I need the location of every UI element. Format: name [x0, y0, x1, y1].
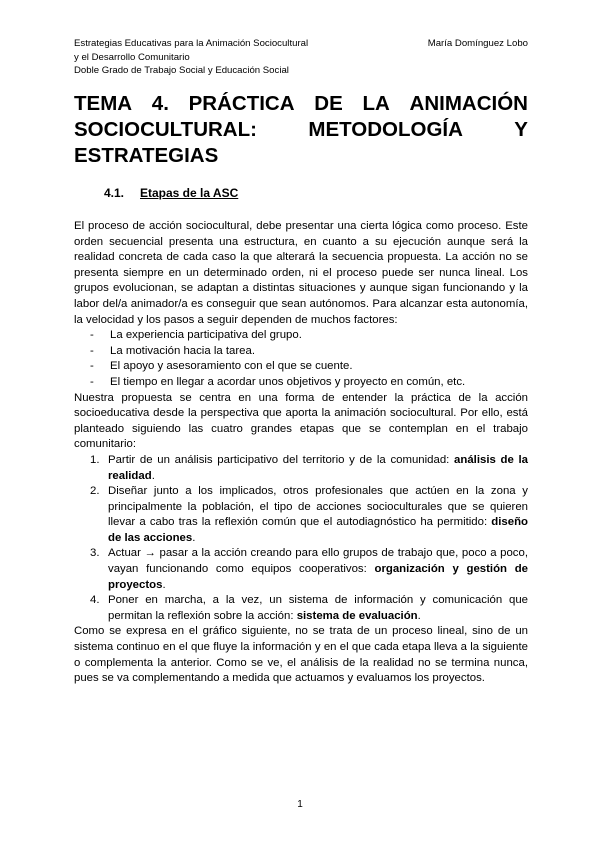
item-keyword: sistema de evaluación	[296, 609, 418, 622]
closing-paragraph: Como se expresa en el gráfico siguiente, no se trata de un proceso lineal, sino de un sistema continuo en el que fluye la información y en el que cada etapa lleva a la siguiente o complementa la anterior. Como se ve, el análisis de la realidad no se termina nunca, pues se va complementando a medida que actuamos y evaluamos los proyectos.	[74, 625, 528, 685]
item-keyword: organización y gestión de proyectos	[108, 563, 528, 591]
header-course-line-1: Estrategias Educativas para la Animación Sociocultural	[74, 38, 309, 49]
section-heading	[104, 186, 238, 200]
title-line-2	[74, 117, 528, 143]
header-author: María Domínguez Lobo	[427, 38, 528, 49]
stages-list	[74, 453, 528, 625]
title-word: METODOLOGÍA	[308, 118, 463, 141]
header-degree: Doble Grado de Trabajo Social y Educación Social	[74, 65, 289, 76]
title-word: LA	[362, 92, 390, 115]
title-line-3: ESTRATEGIAS	[74, 144, 219, 167]
page-header	[74, 37, 528, 78]
section-number: 4.1.	[104, 186, 125, 200]
item-end: .	[162, 578, 166, 591]
item-keyword: diseño de las acciones	[108, 516, 528, 544]
list-item: - La motivación hacia la tarea.	[74, 344, 528, 360]
item-text: Partir de un análisis participativo del territorio y de la comunidad:	[108, 453, 455, 466]
section-name: Etapas de la ASC	[140, 186, 239, 200]
title-word: Y	[514, 118, 528, 141]
factors-list	[74, 328, 528, 390]
title-word: DE	[314, 92, 343, 115]
list-item: - El apoyo y asesoramiento con el que se cuente.	[74, 359, 528, 375]
item-number: 3.	[90, 547, 100, 560]
item-number: 2.	[90, 485, 100, 498]
list-item	[74, 546, 528, 593]
page-title	[74, 91, 528, 169]
list-item: - La experiencia participativa del grupo.	[74, 328, 528, 344]
item-end: .	[151, 469, 155, 482]
list-item	[74, 484, 528, 546]
page-number: 1	[297, 799, 303, 810]
title-line-1	[74, 91, 528, 117]
item-text: Poner en marcha, a la vez, un sistema de información y comunicación que permitan la reflexión sobre la acción:	[108, 594, 528, 622]
title-word: SOCIOCULTURAL:	[74, 118, 257, 141]
list-item	[74, 593, 528, 624]
list-item: - El tiempo en llegar a acordar unos objetivos y proyecto en común, etc.	[74, 375, 528, 391]
item-text: Actuar → pasar a la acción creando para ello grupos de trabajo que, poco a poco, vayan funcionando como equipos cooperativos:	[108, 547, 528, 576]
item-number: 1.	[90, 453, 100, 466]
title-word: PRÁCTICA	[188, 92, 295, 115]
item-number: 4.	[90, 594, 100, 607]
title-word: ANIMACIÓN	[409, 92, 528, 115]
body-text	[74, 219, 528, 687]
proposal-paragraph: Nuestra propuesta se centra en una forma de entender la práctica de la acción socioeducativa desde la perspectiva que aporta la animación sociocultural. Por ello, está planteado siguiendo las cuatro grandes etapas que se contemplan en el trabajo comunitario:	[74, 391, 528, 451]
header-course-line-2: y el Desarrollo Comunitario	[74, 51, 190, 63]
intro-paragraph: El proceso de acción sociocultural, debe presentar una cierta lógica como proceso. Este orden secuencial presenta una estructura, en cuanto a su ejecución aunque será la realidad concreta de cada caso la que alterará la secuencia propuesta. La acción no se presenta siempre en un determinado orden, ni el proceso puede ser nunca lineal. Los grupos evolucionan, se adaptan a distintas situaciones y aunque sigan funcionando y la labor del/a animador/a es conseguir que sean autónomos. Para alcanzar esta autonomía, la velocidad y los pasos a seguir dependen de muchos factores:	[74, 220, 528, 326]
title-word: 4.	[151, 92, 169, 115]
title-word: TEMA	[74, 92, 133, 115]
item-text: Diseñar junto a los implicados, otros profesionales que actúen en la zona y principalmente la población, el tipo de acciones socioculturales que se quieren llevar a cabo tras la reflexión común que el autodiagnóstico ha permitido:	[108, 485, 528, 529]
item-end: .	[417, 609, 421, 622]
item-keyword: análisis de la realidad	[108, 453, 528, 482]
item-end: .	[192, 531, 196, 544]
list-item	[74, 453, 528, 484]
